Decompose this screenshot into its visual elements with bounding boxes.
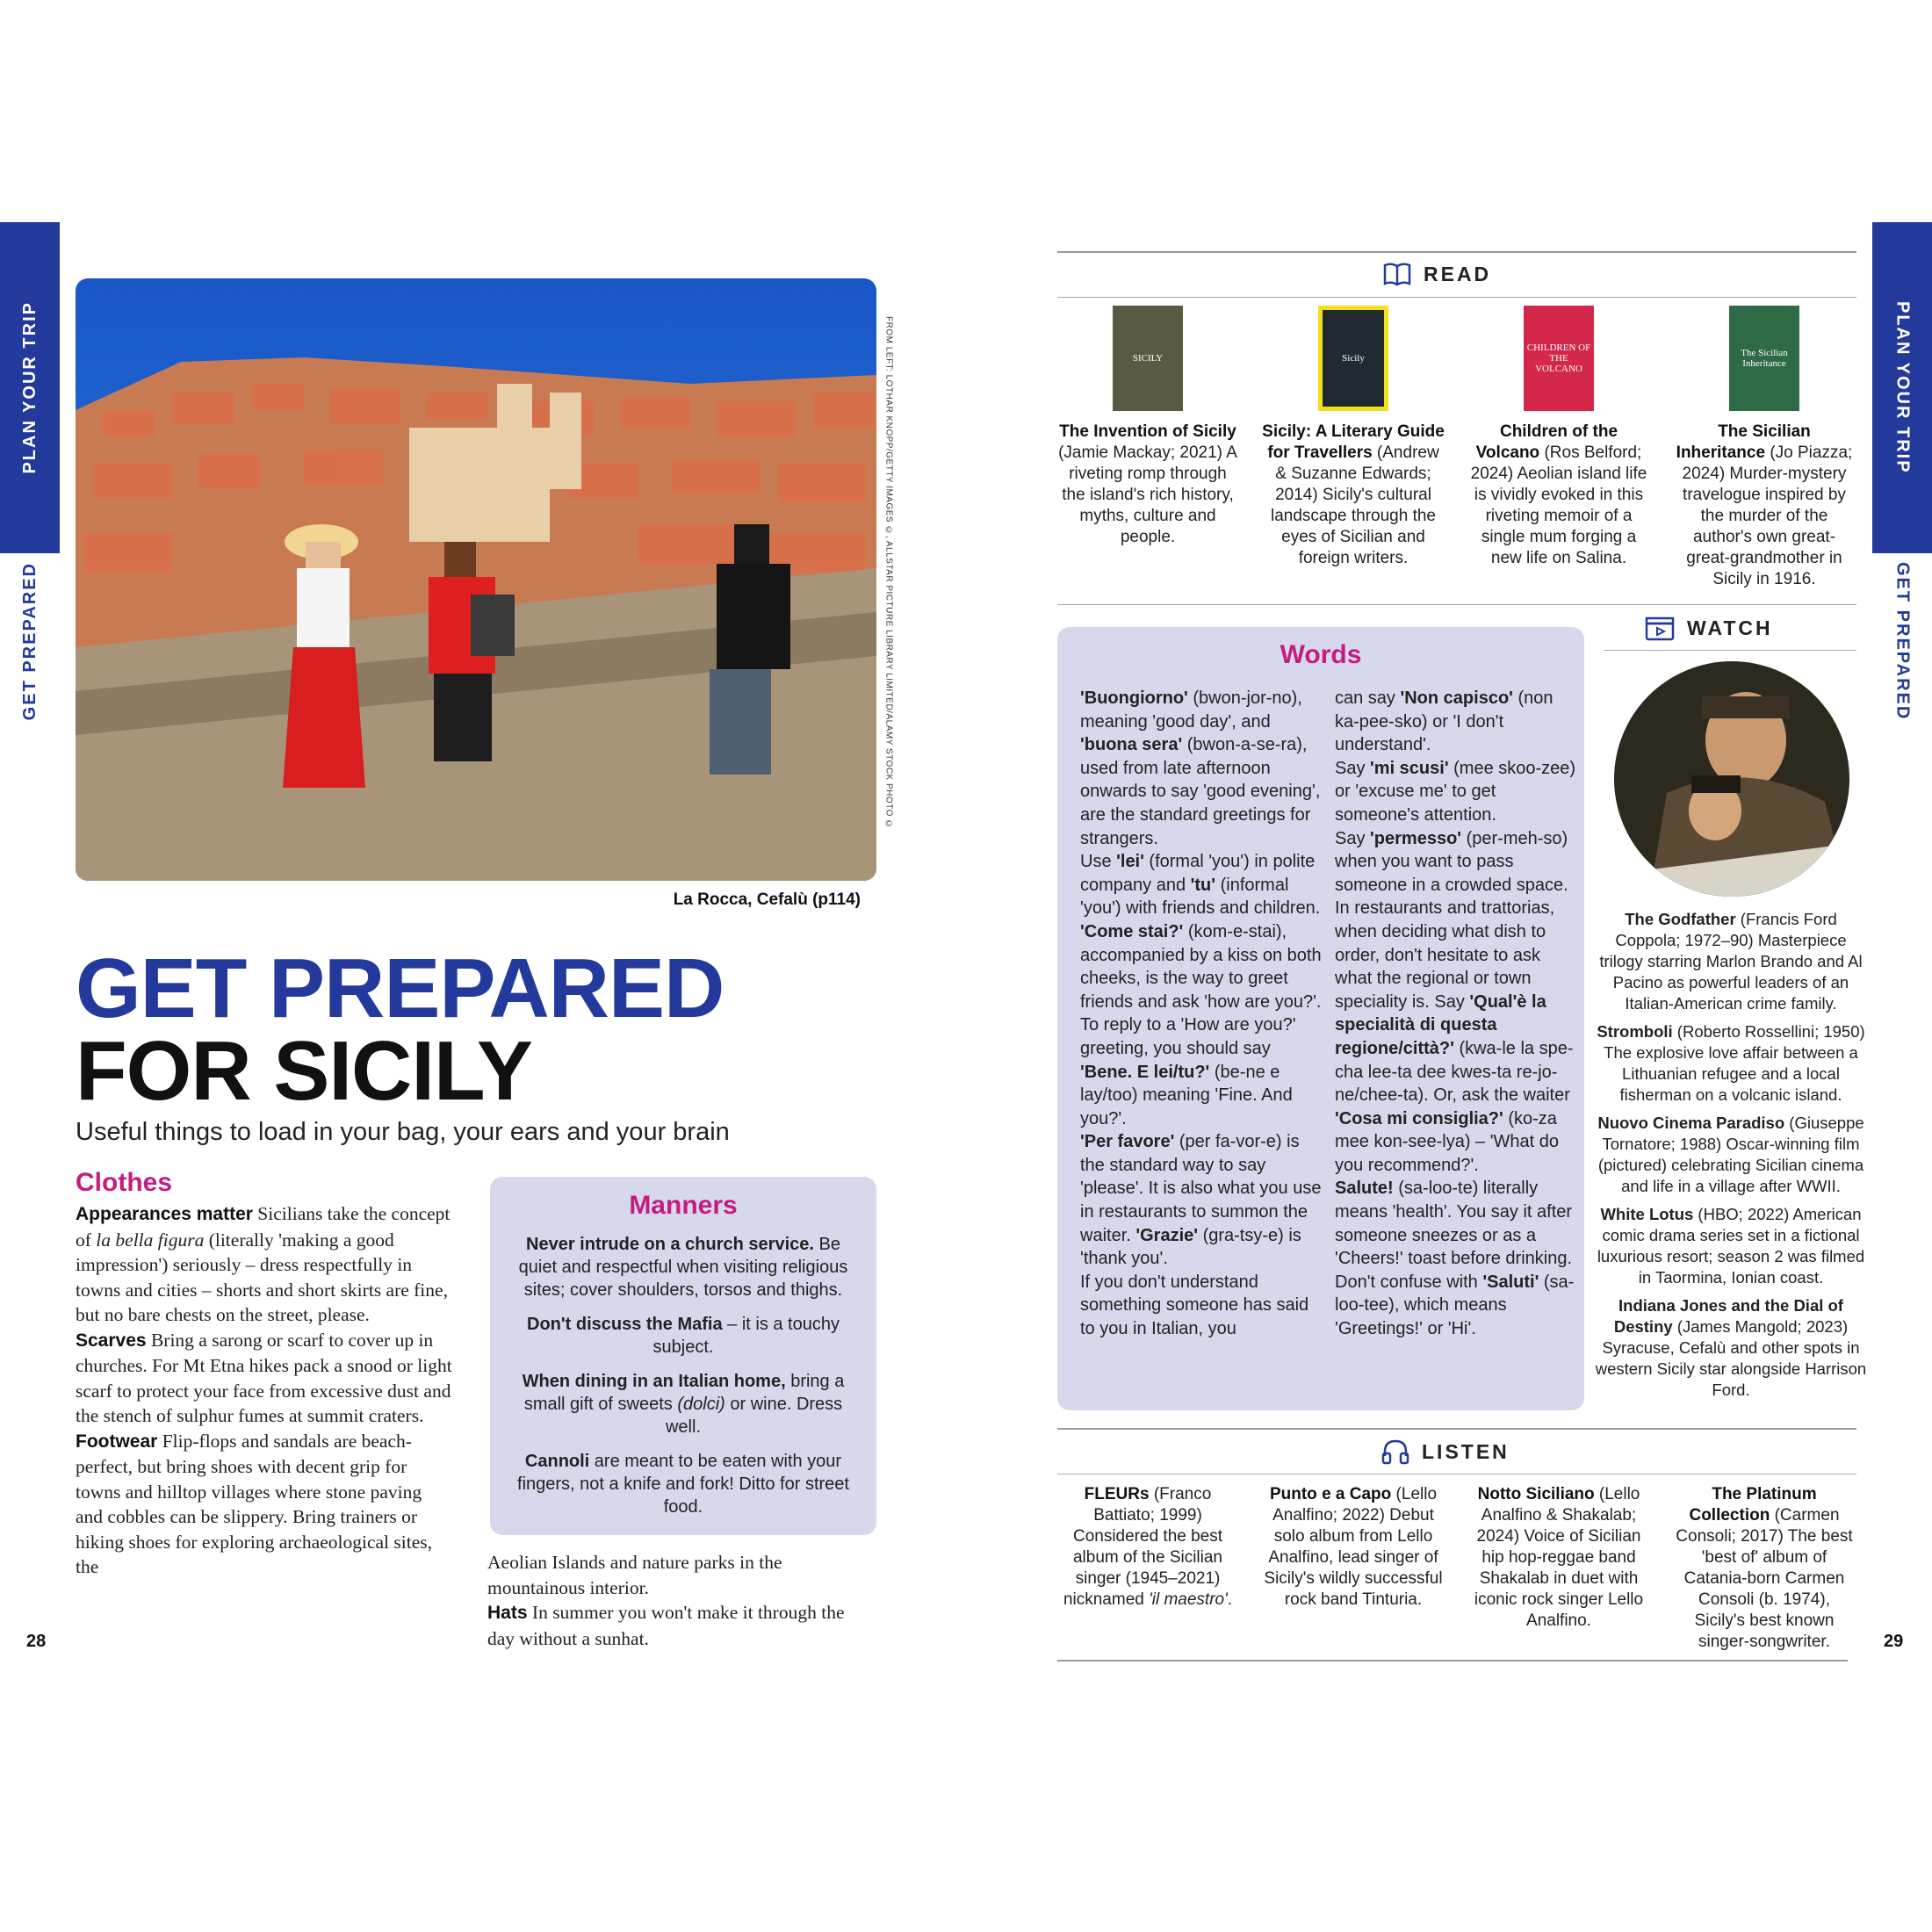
phrase-term: 'Per favore' xyxy=(1080,1132,1175,1152)
book-cover: CHILDREN OF THE VOLCANO xyxy=(1524,306,1594,411)
scarves-label: Scarves xyxy=(76,1330,147,1351)
phrase-term: 'Cosa mi consiglia?' xyxy=(1335,1108,1503,1128)
phrase-text: If you don't understand something someone has said to you in Italian, you xyxy=(1080,1272,1309,1339)
phrase-term: 'Bene. E lei/tu?' xyxy=(1080,1062,1210,1082)
divider xyxy=(1604,650,1856,651)
listen-heading: LISTEN xyxy=(1381,1438,1510,1465)
clothes-text-col1: Appearances matter Sicilians take the concept of la bella figura (literally 'making a good impression') seriously – dress respectfully in towns and cities – shorts and short skirts are fine, but no bare chests on the street, please. Scarves Bring a sarong or scarf to cover up in churches. For Mt Etna hikes pack a snood or light scarf to protect your face from excessive dust and the stench of sulphur fumes at summit craters. Footwear Flip-flops and sandals are beach-perfect, but bring shoes with decent grip for towns and hilltop villages where stone paving and cobbles can be slippery. Bring trainers or hiking shoes for exploring archaeological sites, the xyxy=(76,1203,452,1577)
phrase-text: (per fa-vor-e) is the standard way to say 'please'. It is also what you use in restaurants to summon the waiter. xyxy=(1080,1132,1322,1245)
book-cover: Sicily xyxy=(1318,306,1388,411)
phrase-text: Say xyxy=(1335,758,1371,778)
phrase-text: (be-ne e lay/too) meaning 'Fine. And you?'. xyxy=(1080,1062,1293,1128)
phrase-text: (gra-tsy-e) is 'thank you'. xyxy=(1080,1225,1301,1269)
left-side-tab xyxy=(0,222,60,729)
phrase-term: 'Saluti' xyxy=(1482,1272,1539,1292)
phrase-term: 'Buongiorno' xyxy=(1080,688,1188,708)
footwear-label: Footwear xyxy=(76,1431,158,1452)
phrase-text: (bwon-jor-no), meaning 'good day', and xyxy=(1080,688,1302,732)
clothes-heading: Clothes xyxy=(76,1168,173,1197)
manners-item: Don't discuss the Mafia – it is a touchy subject. xyxy=(527,1315,840,1357)
page-subtitle: Useful things to load in your bag, your ears and your brain xyxy=(76,1118,730,1146)
phrase-term: 'buona sera' xyxy=(1080,735,1183,755)
term-bella-figura: la bella figura xyxy=(96,1229,205,1251)
phrase-term: 'mi scusi' xyxy=(1370,758,1449,778)
film-list xyxy=(1594,909,1868,1408)
film-item: The Godfather (Francis Ford Coppola; 1972–90) Masterpiece trilogy starring Marlon Brando and Al Pacino as powerful leaders of an Italian-American crime family. xyxy=(1599,910,1863,1013)
phrase-term: 'Come stai?' xyxy=(1080,921,1184,941)
page-title-line1: GET PREPARED xyxy=(76,941,724,1035)
album-item: FLEURs (Franco Battiato; 1999) Considered the best album of the Sicilian singer (1945–2021) nicknamed 'il maestro'. xyxy=(1063,1485,1233,1609)
right-side-tab xyxy=(1872,222,1932,729)
clapperboard-icon xyxy=(1645,615,1675,641)
watch-heading: WATCH xyxy=(1645,615,1773,641)
book-cover: SICILY xyxy=(1113,306,1183,411)
divider xyxy=(1057,297,1856,298)
film-item: Stromboli (Roberto Rossellini; 1950) The explosive love affair between a Lithuanian refugee and a local fisherman on a volcanic island. xyxy=(1597,1022,1865,1104)
page-number-left: 28 xyxy=(26,1632,47,1651)
album-item: Notto Siciliano (Lello Analfino & Shakalab; 2024) Voice of Sicilian hip hop-reggae band Shakalab in duet with iconic rock singer Lello Analfino. xyxy=(1474,1485,1644,1630)
book-item: SICILY The Invention of Sicily (Jamie Mackay; 2021) A riveting romp through the island's rich history, myths, culture and people. xyxy=(1056,306,1240,548)
phrase-text: To reply to a 'How are you?' greeting, you should say xyxy=(1080,1015,1296,1058)
side-tab-get-prepared: GET PREPARED xyxy=(1892,561,1913,721)
hats-label: Hats xyxy=(487,1603,528,1623)
page-number-right: 29 xyxy=(1884,1632,1904,1651)
phrase-text: In restaurants and trattorias, when deciding what dish to order, don't hesitate to ask what the regional or town speciality is. Say xyxy=(1335,898,1555,1012)
manners-item: Never intrude on a church service. Be quiet and respectful when visiting religious sites; cover shoulders, torsos and thighs. xyxy=(518,1235,848,1300)
side-tab-get-prepared: GET PREPARED xyxy=(19,561,40,721)
phrase-text: Use xyxy=(1080,852,1117,872)
phrase-term: 'permesso' xyxy=(1370,828,1462,848)
divider xyxy=(1057,1428,1856,1430)
book-item: The Sicilian Inheritance The Sicilian Inheritance (Jo Piazza; 2024) Murder-mystery travelogue inspired by the murder of the author's own great-great-grandmother in Sicily in 1916. xyxy=(1672,306,1856,590)
album-item: Punto e a Capo (Lello Analfino; 2022) Debut solo album from Lello Analfino, lead singer of Sicily's wildly successful rock band Tinturia. xyxy=(1264,1485,1443,1609)
read-heading: READ xyxy=(1383,262,1491,286)
phrase-text: (formal 'you') in polite company and xyxy=(1080,852,1316,895)
album-item: The Platinum Collection (Carmen Consoli; 2017) The best 'best of' album of Catania-born Carmen Consoli (b. 1974), Sicily's best known singer-songwriter. xyxy=(1676,1485,1853,1651)
words-col1 xyxy=(1080,687,1322,1341)
phrase-term: 'lei' xyxy=(1116,852,1144,872)
phrase-term: 'Non capisco' xyxy=(1400,688,1513,708)
cefalu-photo xyxy=(76,278,876,881)
film-item: Nuovo Cinema Paradiso (Giuseppe Tornatore; 1988) Oscar-winning film (pictured) celebrating Sicilian cinema and life in a village after WWII. xyxy=(1597,1114,1864,1195)
book-icon xyxy=(1383,262,1411,286)
photo-credit: FROM LEFT: LOTHAR KNOPP/GETTY IMAGES ©, ALLSTAR PICTURE LIBRARY LIMITED/ALAMY STOCK PHOTO © xyxy=(883,316,894,830)
manners-item: Cannoli are meant to be eaten with your fingers, not a knife and fork! Ditto for street food. xyxy=(517,1452,849,1517)
phrase-text: (per-meh-so) when you want to pass someone in a crowded space. xyxy=(1335,828,1568,895)
book-cover: The Sicilian Inheritance xyxy=(1729,306,1799,411)
words-col2 xyxy=(1335,687,1576,1341)
phrase-term: 'tu' xyxy=(1190,875,1216,895)
side-tab-plan: PLAN YOUR TRIP xyxy=(19,301,40,474)
manners-box xyxy=(490,1177,876,1535)
film-item: White Lotus (HBO; 2022) American comic drama series set in a fictional luxurious resort; season 2 was filmed in Taormina, Ionian coast. xyxy=(1597,1205,1865,1287)
phrase-term: 'Grazie' xyxy=(1135,1225,1199,1245)
book-item: Sicily Sicily: A Literary Guide for Travellers (Andrew & Suzanne Edwards; 2014) Sicily's cultural landscape through the eyes of Sicilian and foreign writers. xyxy=(1261,306,1445,569)
manners-item: When dining in an Italian home, bring a small gift of sweets (dolci) or wine. Dress well. xyxy=(522,1372,845,1437)
clothes-text-col2: Aeolian Islands and nature parks in the mountainous interior. Hats In summer you won't make it through the day without a sunhat. xyxy=(487,1552,845,1649)
phrase-text: (sa-loo-te) literally means 'health'. You say it after someone sneezes or as a 'Cheers!' toast before drinking. Don't confuse with xyxy=(1335,1179,1573,1292)
phrase-text: can say xyxy=(1335,688,1401,708)
film-item: Indiana Jones and the Dial of Destiny (James Mangold; 2023) Syracuse, Cefalù and other spots in western Sicily star alongside Harrison Ford. xyxy=(1595,1296,1867,1399)
words-heading: Words xyxy=(1280,640,1362,669)
phrase-text: (non ka-pee-sko) or 'I don't understand'. xyxy=(1335,688,1554,755)
manners-heading: Manners xyxy=(629,1191,738,1220)
divider xyxy=(1057,1660,1848,1662)
phrase-term: Salute! xyxy=(1335,1179,1394,1199)
headphones-icon xyxy=(1381,1438,1409,1465)
phrase-text: (informal 'you') with friends and children. xyxy=(1080,875,1321,919)
page-title-line2: FOR SICILY xyxy=(76,1024,532,1118)
phrase-text: (ko-za mee kon-see-lya) – 'What do you recommend?'. xyxy=(1335,1108,1560,1175)
appearances-label: Appearances matter xyxy=(76,1204,253,1224)
side-tab-plan: PLAN YOUR TRIP xyxy=(1892,301,1913,474)
phrase-text: (kom-e-stai), accompanied by a kiss on both cheeks, is the way to greet friends and ask 'how are you?'. xyxy=(1080,921,1322,1012)
words-box xyxy=(1057,627,1584,1410)
book-item: CHILDREN OF THE VOLCANO Children of the Volcano (Ros Belford; 2024) Aeolian island life is vividly evoked in this riveting memoir of a single mum forging a new life on Salina. xyxy=(1467,306,1651,569)
phrase-text: (bwon-a-se-ra), used from late afternoon onwards to say 'good evening', are the standard greetings for strangers. xyxy=(1080,735,1321,848)
phrase-text: (sa-loo-tee), which means 'Greetings!' or 'Hi'. xyxy=(1335,1272,1575,1339)
divider xyxy=(1057,251,1856,253)
film-still-image xyxy=(1614,661,1849,897)
phrase-term: 'Qual'è la specialità di questa regione/città?' xyxy=(1335,991,1546,1058)
phrase-text: (mee skoo-zee) or 'excuse me' to get someone's attention. xyxy=(1335,758,1576,825)
divider xyxy=(1057,604,1856,605)
photo-caption: La Rocca, Cefalù (p114) xyxy=(673,890,861,909)
phrase-text: Say xyxy=(1335,828,1371,848)
phrase-text: (kwa-le la spe-cha lee-ta dee kwes-ta re-jo-ne/chee-ta). Or, ask the waiter xyxy=(1335,1038,1574,1106)
